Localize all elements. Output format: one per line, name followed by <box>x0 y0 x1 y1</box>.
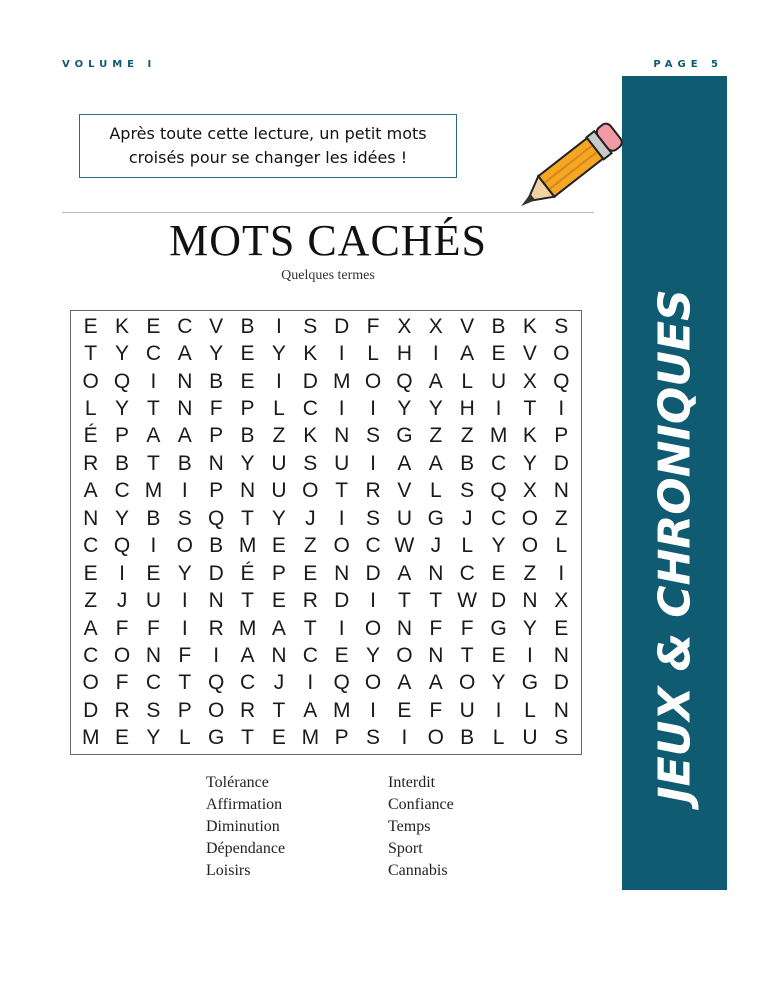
grid-letter: M <box>301 726 320 750</box>
grid-letter: T <box>303 616 317 640</box>
grid-letter: Q <box>553 369 570 393</box>
grid-letter: Z <box>272 424 286 448</box>
grid-letter: J <box>305 506 316 530</box>
grid-letter: C <box>365 534 381 558</box>
grid-letter: P <box>334 726 349 750</box>
grid-letter: K <box>522 424 537 448</box>
grid-letter: N <box>177 369 193 393</box>
grid-letter: Z <box>303 534 317 558</box>
grid-letter: E <box>397 698 412 722</box>
grid-letter: C <box>83 534 99 558</box>
grid-letter: N <box>208 589 224 613</box>
grid-letter: T <box>398 589 411 613</box>
grid-letter: I <box>338 506 345 530</box>
grid-letter: I <box>181 616 188 640</box>
grid-letter: I <box>432 342 439 366</box>
grid-letter: N <box>396 616 413 640</box>
grid-letter: L <box>178 726 191 750</box>
grid-letter: L <box>84 397 97 421</box>
grid-letter: A <box>428 369 443 393</box>
grid-letter: X <box>522 369 537 393</box>
grid-letter: R <box>208 616 224 640</box>
grid-letter: N <box>553 479 569 503</box>
grid-letter: K <box>303 342 318 366</box>
grid-letter: I <box>119 561 125 585</box>
grid-letter: N <box>553 643 569 667</box>
grid-letter: B <box>146 506 161 530</box>
grid-letter: D <box>334 314 350 338</box>
grid-letter: C <box>302 643 318 667</box>
grid-letter: T <box>523 397 537 421</box>
grid-letter: E <box>240 342 255 366</box>
grid-letter: I <box>276 314 282 338</box>
grid-letter: O <box>208 698 225 722</box>
grid-letter: T <box>241 726 254 750</box>
grid-letter: M <box>81 726 100 750</box>
grid-letter: P <box>271 561 286 585</box>
grid-letter: Z <box>523 561 537 585</box>
grid-letter: B <box>115 451 130 475</box>
word-search-grid <box>70 310 582 755</box>
grid-letter: Y <box>491 671 506 695</box>
grid-letter: H <box>459 397 475 421</box>
grid-letter: J <box>273 671 285 695</box>
grid-letter: K <box>522 314 537 338</box>
grid-letter: Z <box>429 424 443 448</box>
grid-letter: S <box>366 506 381 530</box>
grid-letter: Y <box>428 397 443 421</box>
grid-letter: N <box>83 506 99 530</box>
grid-letter: A <box>428 451 443 475</box>
grid-letter: I <box>213 643 220 667</box>
grid-letter: C <box>83 643 99 667</box>
grid-letter: O <box>521 534 539 558</box>
grid-letter: T <box>84 342 98 366</box>
grid-letter: I <box>307 671 314 695</box>
grid-letter: C <box>239 671 256 695</box>
grid-letter: Y <box>115 342 130 366</box>
grid-letter: N <box>334 424 350 448</box>
grid-letter: C <box>177 314 193 338</box>
grid-letter: F <box>429 616 443 640</box>
grid-letter: A <box>460 342 475 366</box>
grid-letter: G <box>396 424 413 448</box>
grid-letter: C <box>490 451 507 475</box>
word-list-item: Affirmation <box>206 796 283 813</box>
grid-letter: N <box>553 698 569 722</box>
grid-letter: I <box>558 561 565 585</box>
grid-letter: Q <box>113 369 131 393</box>
grid-letter: Y <box>271 342 286 366</box>
grid-letter: N <box>334 561 350 585</box>
grid-letter: P <box>209 479 224 503</box>
grid-letter: L <box>555 534 568 558</box>
grid-letter: F <box>460 616 474 640</box>
grid-letter: T <box>241 589 254 613</box>
grid-letter: O <box>82 369 99 393</box>
grid-letter: A <box>240 643 255 667</box>
word-list-item: Diminution <box>206 818 280 835</box>
grid-letter: B <box>460 726 475 750</box>
grid-letter: P <box>115 424 130 448</box>
grid-letter: I <box>558 397 565 421</box>
grid-letter: O <box>176 534 193 558</box>
grid-letter: A <box>303 698 318 722</box>
grid-letter: X <box>522 479 537 503</box>
puzzle-title: MOTS CACHÉS <box>169 216 487 265</box>
grid-letter: C <box>145 671 162 695</box>
grid-letter: S <box>303 451 318 475</box>
grid-letter: L <box>492 726 505 750</box>
grid-letter: E <box>491 342 506 366</box>
grid-letter: L <box>273 397 285 421</box>
grid-letter: O <box>364 671 382 695</box>
grid-letter: E <box>491 561 506 585</box>
word-list-item: Temps <box>388 818 431 835</box>
grid-letter: L <box>461 369 474 393</box>
grid-letter: F <box>209 397 223 421</box>
grid-letter: P <box>177 698 192 722</box>
grid-letter: I <box>181 479 188 503</box>
pencil-icon <box>505 118 635 228</box>
grid-letter: U <box>459 698 475 722</box>
grid-letter: Y <box>271 506 286 530</box>
grid-letter: N <box>271 643 287 667</box>
grid-letter: D <box>208 561 224 585</box>
grid-letter: B <box>460 451 475 475</box>
grid-letter: H <box>396 342 413 366</box>
word-list <box>206 772 506 882</box>
grid-letter: D <box>553 451 569 475</box>
grid-letter: D <box>302 369 318 393</box>
grid-letter: I <box>370 589 376 613</box>
word-list-item: Cannabis <box>388 862 448 879</box>
grid-letter: Y <box>522 451 537 475</box>
grid-letter: R <box>302 589 318 613</box>
grid-letter: N <box>145 643 162 667</box>
grid-letter: D <box>334 589 350 613</box>
grid-letter: C <box>459 561 475 585</box>
grid-letter: K <box>115 314 130 338</box>
page-number: PAGE 5 <box>653 59 723 70</box>
grid-letter: E <box>554 616 569 640</box>
grid-letter: U <box>396 506 413 530</box>
grid-letter: Q <box>396 369 413 393</box>
grid-letter: A <box>83 479 98 503</box>
grid-letter: E <box>83 561 98 585</box>
grid-letter: B <box>491 314 506 338</box>
grid-letter: A <box>428 671 443 695</box>
grid-letter: S <box>366 424 381 448</box>
grid-letter: U <box>490 369 507 393</box>
grid-letter: N <box>208 451 224 475</box>
grid-letter: Q <box>490 479 507 503</box>
grid-letter: T <box>178 671 192 695</box>
callout-line-1: Après toute cette lecture, un petit mots <box>109 124 427 143</box>
grid-letter: R <box>239 698 256 722</box>
grid-letter: E <box>491 643 506 667</box>
grid-letter: I <box>150 369 157 393</box>
grid-letter: T <box>429 589 443 613</box>
grid-letter: Y <box>491 534 506 558</box>
grid-letter: F <box>115 671 129 695</box>
grid-letter: Y <box>522 616 537 640</box>
word-list-item: Sport <box>388 840 423 857</box>
grid-letter: E <box>83 314 98 338</box>
grid-letter: F <box>429 698 443 722</box>
grid-letter: B <box>209 534 224 558</box>
grid-letter: I <box>370 698 376 722</box>
grid-letter: D <box>553 671 569 695</box>
grid-letter: I <box>276 369 282 393</box>
grid-letter: K <box>303 424 318 448</box>
grid-letter: B <box>240 314 255 338</box>
grid-letter: O <box>521 506 539 530</box>
grid-letter: Z <box>460 424 474 448</box>
grid-letter: Q <box>333 671 350 695</box>
callout-line-2: croisés pour se changer les idées ! <box>128 148 408 167</box>
grid-letter: R <box>365 479 381 503</box>
grid-letter: D <box>83 698 99 722</box>
grid-letter: M <box>238 534 257 558</box>
grid-letter: E <box>271 726 286 750</box>
grid-letter: R <box>114 698 130 722</box>
grid-letter: P <box>209 424 224 448</box>
word-list-item: Loisirs <box>206 862 251 879</box>
grid-letter: V <box>522 342 537 366</box>
grid-letter: A <box>177 424 192 448</box>
grid-letter: I <box>495 698 502 722</box>
grid-letter: E <box>115 726 130 750</box>
grid-letter: J <box>461 506 473 530</box>
grid-letter: T <box>460 643 474 667</box>
grid-letter: G <box>208 726 225 750</box>
grid-letter: E <box>146 561 161 585</box>
grid-letter: O <box>427 726 444 750</box>
grid-letter: M <box>332 698 351 722</box>
section-title: JEUX & CHRONIQUES <box>649 289 700 803</box>
grid-letter: I <box>150 534 157 558</box>
grid-letter: É <box>83 424 98 448</box>
grid-letter: Z <box>84 589 98 613</box>
grid-letter: U <box>522 726 538 750</box>
grid-letter: A <box>397 671 412 695</box>
grid-letter: M <box>144 479 163 503</box>
grid-letter: E <box>334 643 349 667</box>
volume-label: VOLUME I <box>62 59 157 70</box>
grid-letter: N <box>239 479 256 503</box>
grid-letter: S <box>366 726 381 750</box>
grid-letter: O <box>82 671 99 695</box>
grid-letter: Z <box>554 506 568 530</box>
grid-letter: U <box>145 589 162 613</box>
grid-letter: I <box>370 451 376 475</box>
word-list-item: Tolérance <box>206 774 269 791</box>
grid-letter: Q <box>208 671 225 695</box>
grid-letter: F <box>366 314 380 338</box>
grid-letter: O <box>333 534 350 558</box>
grid-letter: B <box>240 424 255 448</box>
grid-letter: C <box>490 506 507 530</box>
grid-letter: P <box>240 397 255 421</box>
grid-letter: S <box>177 506 192 530</box>
grid-letter: O <box>553 342 570 366</box>
grid-letter: I <box>527 643 533 667</box>
grid-letter: C <box>145 342 162 366</box>
grid-letter: S <box>146 698 161 722</box>
grid-letter: V <box>209 314 224 338</box>
grid-letter: T <box>147 397 160 421</box>
grid-letter: G <box>521 671 539 695</box>
grid-letter: T <box>147 451 160 475</box>
grid-letter: N <box>428 643 444 667</box>
grid-letter: Q <box>113 534 131 558</box>
grid-letter: N <box>428 561 444 585</box>
grid-letter: T <box>335 479 349 503</box>
grid-letter: P <box>554 424 569 448</box>
grid-letter: E <box>271 534 286 558</box>
grid-letter: J <box>430 534 442 558</box>
grid-letter: C <box>302 397 318 421</box>
grid-letter: L <box>429 479 442 503</box>
grid-letter: Y <box>397 397 412 421</box>
grid-letter: U <box>334 451 350 475</box>
grid-letter: F <box>147 616 160 640</box>
grid-letter: I <box>338 342 345 366</box>
grid-letter: L <box>461 534 474 558</box>
grid-letter: X <box>397 314 412 338</box>
grid-letter: I <box>181 589 188 613</box>
grid-letter: L <box>524 698 536 722</box>
section-sidebar <box>622 76 727 890</box>
grid-letter: A <box>146 424 161 448</box>
word-list-item: Confiance <box>388 796 454 813</box>
grid-letter: N <box>177 397 193 421</box>
grid-letter: C <box>114 479 130 503</box>
grid-letter: F <box>115 616 129 640</box>
grid-letter: X <box>554 589 569 613</box>
grid-letter: Q <box>208 506 225 530</box>
grid-letter: S <box>303 314 318 338</box>
grid-letter: O <box>302 479 319 503</box>
grid-letter: E <box>146 314 161 338</box>
grid-letter: O <box>364 616 382 640</box>
grid-letter: E <box>240 369 255 393</box>
grid-letter: U <box>271 479 287 503</box>
grid-letter: Y <box>115 397 130 421</box>
grid-letter: D <box>490 589 507 613</box>
grid-letter: M <box>238 616 257 640</box>
grid-letter: A <box>397 451 412 475</box>
grid-letter: M <box>332 369 351 393</box>
grid-letter: N <box>522 589 538 613</box>
puzzle-subtitle: Quelques termes <box>281 268 375 283</box>
grid-letter: G <box>490 616 507 640</box>
grid-letter: Y <box>240 451 255 475</box>
grid-letter: F <box>178 643 192 667</box>
grid-letter: M <box>489 424 508 448</box>
grid-letter: Y <box>209 342 224 366</box>
grid-letter: J <box>116 589 128 613</box>
grid-letter: O <box>459 671 476 695</box>
grid-letter: O <box>113 643 131 667</box>
grid-letter: L <box>367 342 379 366</box>
grid-letter: U <box>271 451 287 475</box>
grid-letter: E <box>271 589 286 613</box>
grid-letter: I <box>495 397 502 421</box>
grid-letter: A <box>271 616 286 640</box>
grid-letter: O <box>364 369 382 393</box>
word-list-item: Interdit <box>388 774 436 791</box>
grid-letter: Y <box>366 643 381 667</box>
grid-letter: G <box>427 506 444 530</box>
grid-letter: I <box>338 397 345 421</box>
grid-letter: Y <box>146 726 161 750</box>
grid-letter: A <box>83 616 98 640</box>
grid-letter: S <box>460 479 475 503</box>
word-list-item: Dépendance <box>206 840 286 857</box>
grid-letter: O <box>396 643 413 667</box>
grid-letter: B <box>177 451 192 475</box>
grid-letter: E <box>303 561 318 585</box>
grid-letter: I <box>370 397 376 421</box>
intro-callout <box>79 114 457 178</box>
grid-letter: T <box>272 698 286 722</box>
grid-letter: B <box>209 369 224 393</box>
grid-letter: W <box>457 589 478 613</box>
grid-letter: X <box>428 314 443 338</box>
grid-letter: É <box>240 561 255 585</box>
grid-letter: I <box>401 726 408 750</box>
grid-letter: Y <box>177 561 192 585</box>
grid-letter: I <box>338 616 345 640</box>
grid-letter: S <box>554 314 569 338</box>
grid-letter: S <box>554 726 569 750</box>
grid-letter: Y <box>115 506 130 530</box>
grid-letter: T <box>241 506 254 530</box>
grid-letter: W <box>394 534 415 558</box>
grid-letter: A <box>177 342 192 366</box>
grid-letter: A <box>397 561 412 585</box>
grid-letter: V <box>460 314 475 338</box>
grid-letter: R <box>83 451 99 475</box>
grid-letter: V <box>397 479 412 503</box>
grid-letter: D <box>365 561 381 585</box>
